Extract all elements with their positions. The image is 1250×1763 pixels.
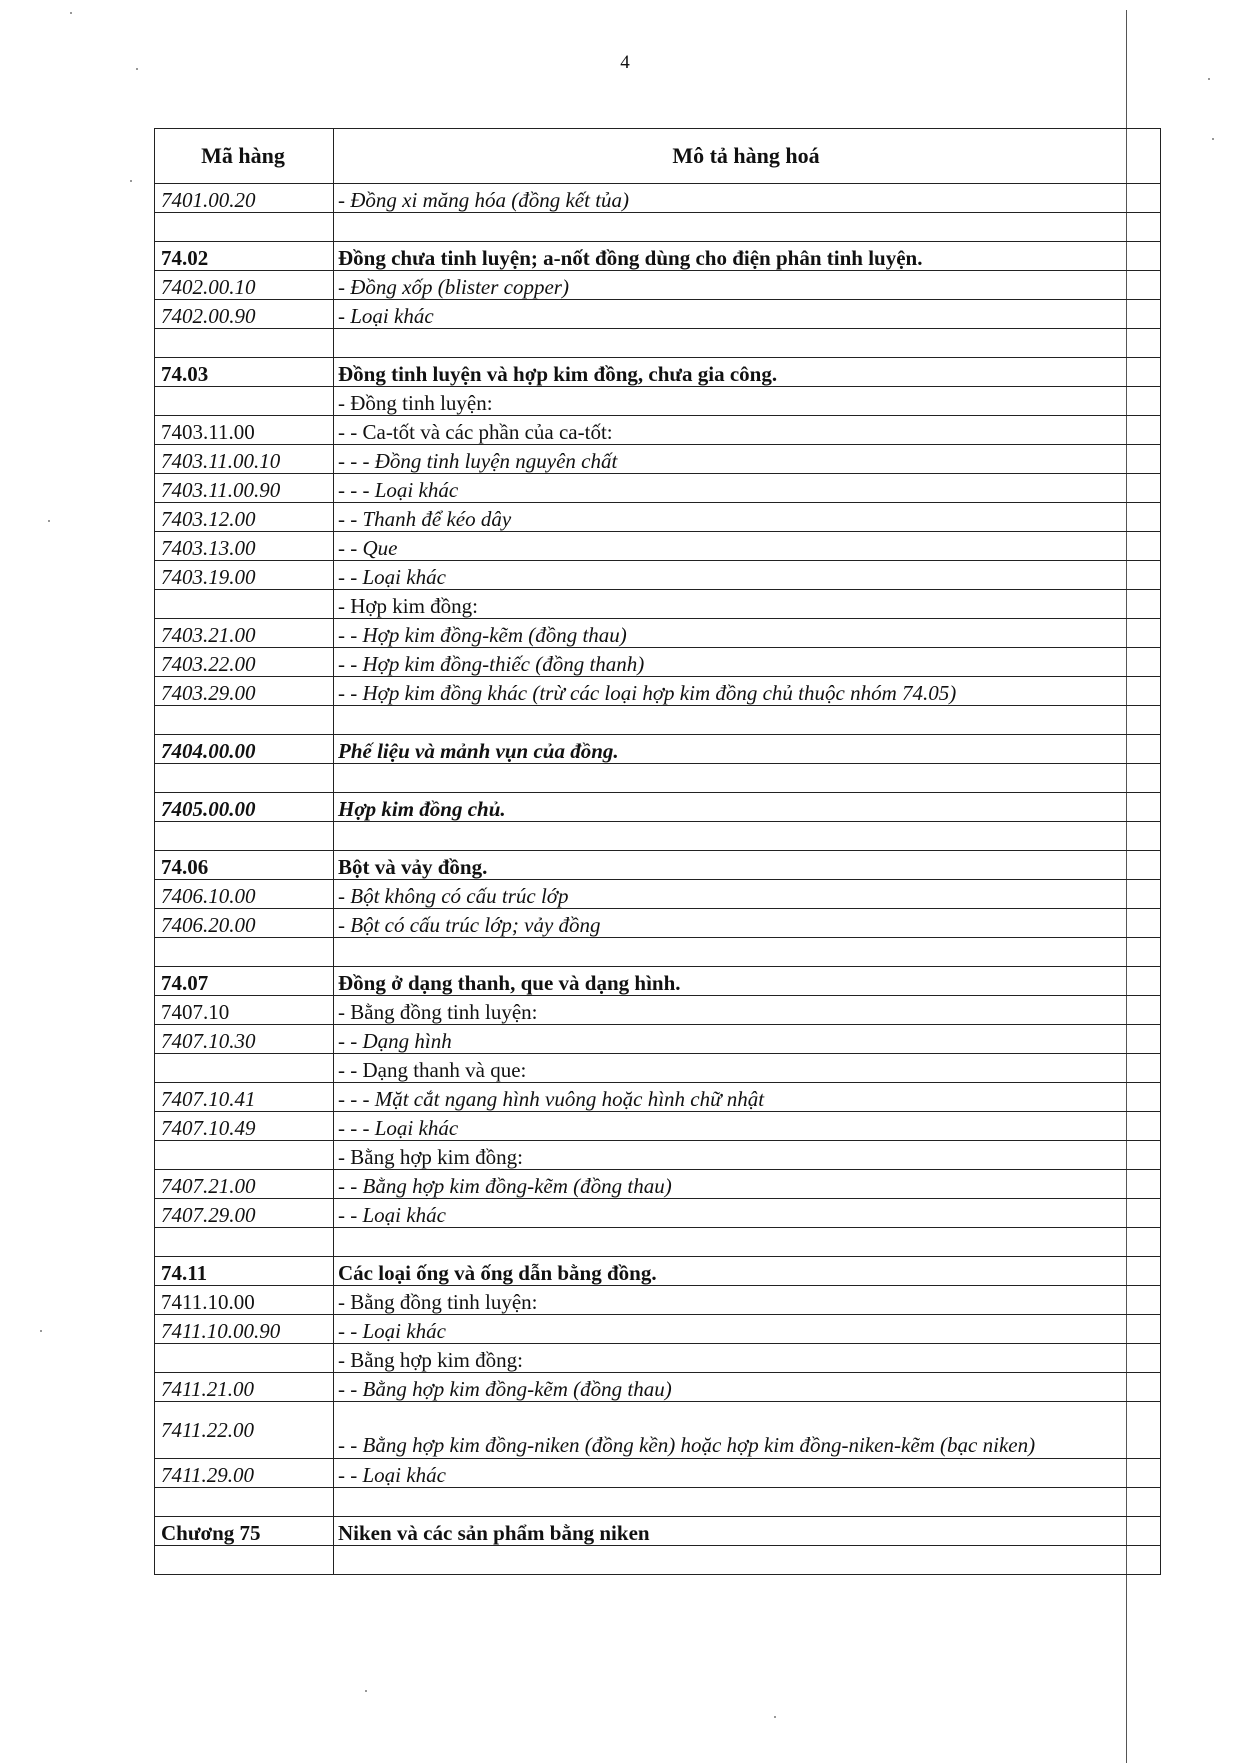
description-cell: - - - Đồng tinh luyện nguyên chất [334, 445, 1161, 474]
code-cell: 7407.10.30 [155, 1025, 334, 1054]
table-row [155, 445, 1161, 474]
code-cell [155, 1228, 334, 1257]
table-body [155, 184, 1161, 1575]
description-cell: Hợp kim đồng chủ. [334, 793, 1161, 822]
description-cell [334, 764, 1161, 793]
table-row [155, 1112, 1161, 1141]
code-cell [155, 764, 334, 793]
code-cell: 74.02 [155, 242, 334, 271]
hs-code-table [154, 128, 1161, 1575]
code-cell: 7405.00.00 [155, 793, 334, 822]
description-cell: - - Dạng thanh và que: [334, 1054, 1161, 1083]
code-cell: 7407.10.41 [155, 1083, 334, 1112]
description-cell: - - Loại khác [334, 1199, 1161, 1228]
code-cell: 7401.00.20 [155, 184, 334, 213]
table-row [155, 1199, 1161, 1228]
description-cell: - Bằng hợp kim đồng: [334, 1141, 1161, 1170]
code-cell [155, 706, 334, 735]
table-row [155, 677, 1161, 706]
blank-row [155, 329, 1161, 358]
code-cell: 7403.22.00 [155, 648, 334, 677]
code-cell: 7403.12.00 [155, 503, 334, 532]
description-cell: Đồng tinh luyện và hợp kim đồng, chưa gia công. [334, 358, 1161, 387]
code-cell [155, 387, 334, 416]
blank-row [155, 938, 1161, 967]
description-cell: Đồng ở dạng thanh, que và dạng hình. [334, 967, 1161, 996]
code-cell [155, 1488, 334, 1517]
description-cell: - - Hợp kim đồng-kẽm (đồng thau) [334, 619, 1161, 648]
description-cell [334, 822, 1161, 851]
description-cell: - Đồng xốp (blister copper) [334, 271, 1161, 300]
code-cell: 7406.10.00 [155, 880, 334, 909]
code-cell: 74.11 [155, 1257, 334, 1286]
description-cell [334, 1488, 1161, 1517]
table-row [155, 1054, 1161, 1083]
blank-row [155, 1546, 1161, 1575]
table-row [155, 1373, 1161, 1402]
code-cell: 7411.10.00 [155, 1286, 334, 1315]
code-cell [155, 1546, 334, 1575]
scan-speck [1208, 78, 1210, 80]
description-cell: - Đồng tinh luyện: [334, 387, 1161, 416]
description-cell: - Bằng hợp kim đồng: [334, 1344, 1161, 1373]
table-row [155, 1402, 1161, 1459]
table-row [155, 851, 1161, 880]
table-row [155, 503, 1161, 532]
description-cell: - - - Loại khác [334, 1112, 1161, 1141]
table-row [155, 358, 1161, 387]
table-row [155, 996, 1161, 1025]
blank-row [155, 764, 1161, 793]
table-row [155, 1315, 1161, 1344]
code-cell [155, 1344, 334, 1373]
description-cell [334, 1228, 1161, 1257]
code-cell: 7402.00.90 [155, 300, 334, 329]
table-header-row [155, 129, 1161, 184]
table-row [155, 1141, 1161, 1170]
code-cell: 7411.21.00 [155, 1373, 334, 1402]
table-row [155, 1083, 1161, 1112]
scan-speck [774, 1716, 776, 1718]
code-cell [155, 822, 334, 851]
table-row [155, 1517, 1161, 1546]
code-cell: 7403.13.00 [155, 532, 334, 561]
table-row [155, 300, 1161, 329]
header-code: Mã hàng [155, 129, 334, 184]
table-row [155, 561, 1161, 590]
blank-row [155, 213, 1161, 242]
description-cell: - - Dạng hình [334, 1025, 1161, 1054]
table-row [155, 590, 1161, 619]
code-cell: 7403.29.00 [155, 677, 334, 706]
code-cell [155, 938, 334, 967]
table-row [155, 909, 1161, 938]
code-cell: Chương 75 [155, 1517, 334, 1546]
table-row [155, 1025, 1161, 1054]
blank-row [155, 1488, 1161, 1517]
code-cell: 7407.21.00 [155, 1170, 334, 1199]
table-row [155, 793, 1161, 822]
code-cell [155, 213, 334, 242]
description-cell: - - Bằng hợp kim đồng-niken (đồng kền) hoặc hợp kim đồng-niken-kẽm (bạc niken) [334, 1402, 1161, 1459]
description-cell: - Đồng xi măng hóa (đồng kết tủa) [334, 184, 1161, 213]
table-row [155, 735, 1161, 764]
code-cell: 7406.20.00 [155, 909, 334, 938]
blank-row [155, 1228, 1161, 1257]
table-row [155, 1286, 1161, 1315]
table-row [155, 416, 1161, 445]
code-cell: 7403.21.00 [155, 619, 334, 648]
description-cell: - - Thanh để kéo dây [334, 503, 1161, 532]
description-cell: - Bột có cấu trúc lớp; vảy đồng [334, 909, 1161, 938]
code-cell: 7403.11.00.10 [155, 445, 334, 474]
description-cell: - - Hợp kim đồng-thiếc (đồng thanh) [334, 648, 1161, 677]
description-cell [334, 213, 1161, 242]
header-description: Mô tả hàng hoá [334, 129, 1161, 184]
table-row [155, 619, 1161, 648]
table-row [155, 1170, 1161, 1199]
code-cell: 7411.10.00.90 [155, 1315, 334, 1344]
code-cell: 7411.22.00 [155, 1402, 334, 1459]
code-cell [155, 1054, 334, 1083]
description-cell: - Hợp kim đồng: [334, 590, 1161, 619]
description-cell: Đồng chưa tinh luyện; a-nốt đồng dùng cho điện phân tinh luyện. [334, 242, 1161, 271]
description-cell: - - Loại khác [334, 561, 1161, 590]
code-cell: 7407.10.49 [155, 1112, 334, 1141]
description-cell: - - - Mặt cắt ngang hình vuông hoặc hình chữ nhật [334, 1083, 1161, 1112]
description-cell: - Bằng đồng tinh luyện: [334, 1286, 1161, 1315]
table-row [155, 880, 1161, 909]
table-row [155, 967, 1161, 996]
code-cell: 7403.19.00 [155, 561, 334, 590]
blank-row [155, 822, 1161, 851]
description-cell: Phế liệu và mảnh vụn của đồng. [334, 735, 1161, 764]
table-row [155, 184, 1161, 213]
description-cell: Niken và các sản phẩm bằng niken [334, 1517, 1161, 1546]
description-cell [334, 938, 1161, 967]
code-cell: 74.07 [155, 967, 334, 996]
description-cell [334, 706, 1161, 735]
description-cell: - - Hợp kim đồng khác (trừ các loại hợp kim đồng chủ thuộc nhóm 74.05) [334, 677, 1161, 706]
table-row [155, 532, 1161, 561]
description-cell: - - Loại khác [334, 1315, 1161, 1344]
description-cell: - - Loại khác [334, 1459, 1161, 1488]
scan-speck [365, 1690, 367, 1692]
code-cell [155, 1141, 334, 1170]
scan-speck [130, 180, 132, 182]
description-cell: - Bằng đồng tinh luyện: [334, 996, 1161, 1025]
table-row [155, 1344, 1161, 1373]
code-cell [155, 329, 334, 358]
description-cell: - - - Loại khác [334, 474, 1161, 503]
scan-speck [70, 12, 72, 14]
blank-row [155, 706, 1161, 735]
table-row [155, 242, 1161, 271]
description-cell: - - Que [334, 532, 1161, 561]
scan-speck [1212, 138, 1214, 140]
description-cell: - Loại khác [334, 300, 1161, 329]
table-row [155, 387, 1161, 416]
description-cell: - - Bằng hợp kim đồng-kẽm (đồng thau) [334, 1373, 1161, 1402]
code-cell: 7403.11.00 [155, 416, 334, 445]
code-cell: 7402.00.10 [155, 271, 334, 300]
code-cell: 7403.11.00.90 [155, 474, 334, 503]
table-row [155, 648, 1161, 677]
description-cell [334, 329, 1161, 358]
code-cell: 7407.29.00 [155, 1199, 334, 1228]
code-cell: 74.03 [155, 358, 334, 387]
code-cell: 7407.10 [155, 996, 334, 1025]
page-number: 4 [620, 52, 630, 73]
table-row [155, 1257, 1161, 1286]
code-cell: 7411.29.00 [155, 1459, 334, 1488]
table-row [155, 1459, 1161, 1488]
description-cell: Bột và vảy đồng. [334, 851, 1161, 880]
description-cell [334, 1546, 1161, 1575]
description-cell: - - Ca-tốt và các phần của ca-tốt: [334, 416, 1161, 445]
description-cell: - Bột không có cấu trúc lớp [334, 880, 1161, 909]
description-cell: Các loại ống và ống dẫn bằng đồng. [334, 1257, 1161, 1286]
code-cell: 74.06 [155, 851, 334, 880]
description-cell: - - Bằng hợp kim đồng-kẽm (đồng thau) [334, 1170, 1161, 1199]
table-row [155, 271, 1161, 300]
scan-speck [48, 520, 50, 522]
scan-speck [136, 68, 138, 70]
table-row [155, 474, 1161, 503]
code-cell: 7404.00.00 [155, 735, 334, 764]
scan-speck [40, 1330, 42, 1332]
code-cell [155, 590, 334, 619]
